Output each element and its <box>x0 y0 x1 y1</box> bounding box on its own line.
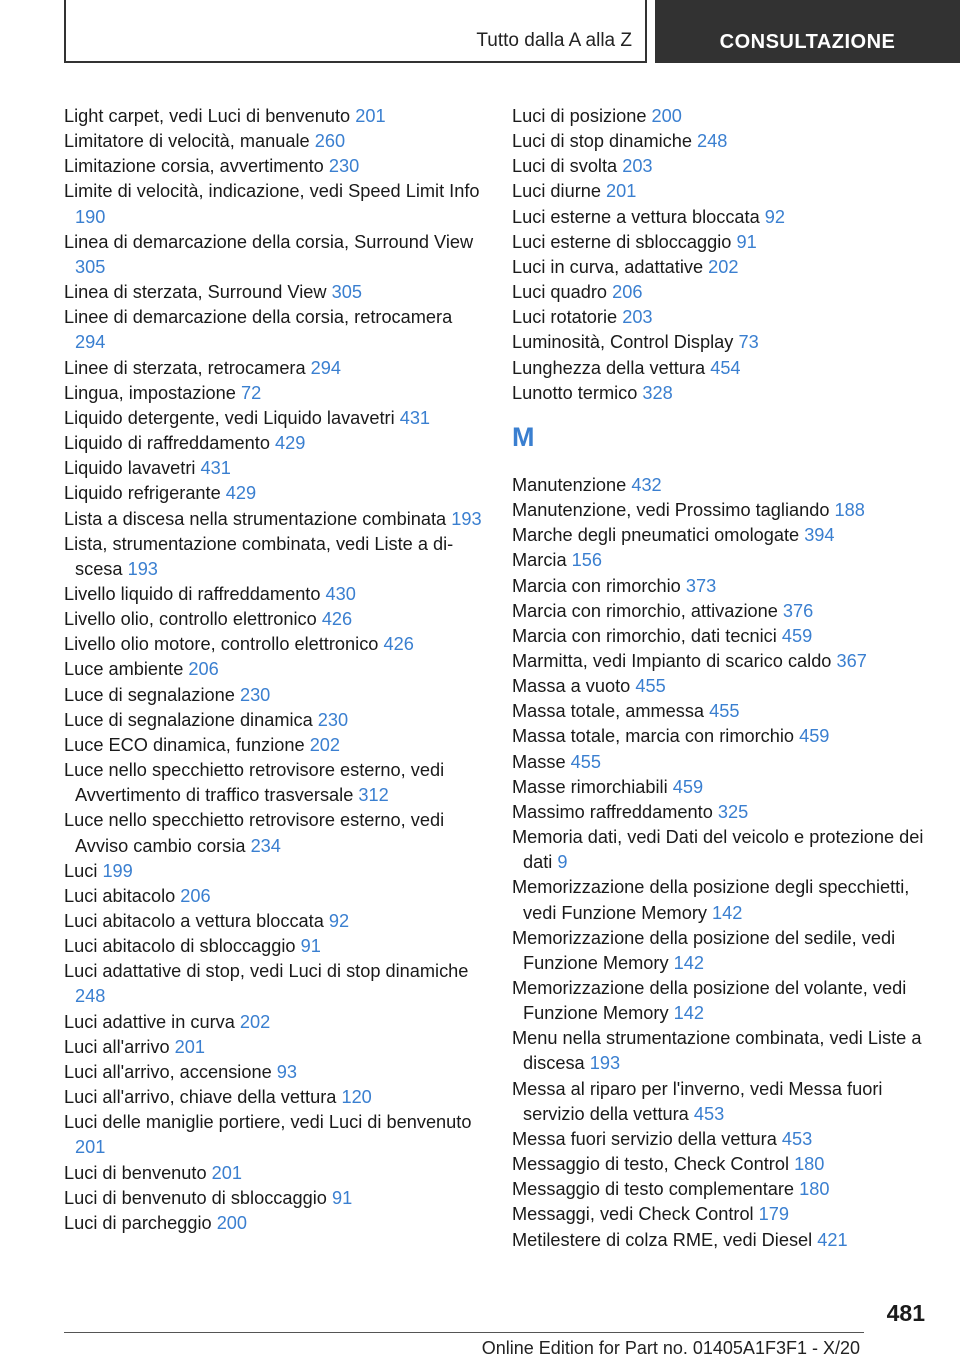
index-entry-text: Luci esterne di sbloccaggio <box>512 231 732 252</box>
index-entry-page-link[interactable]: 294 <box>310 357 342 378</box>
index-entry-text: Linee di demarcazione della corsia, retrocamera <box>64 307 453 328</box>
index-entry-text: Marcia con rimorchio <box>512 575 681 596</box>
index-entry <box>64 657 484 682</box>
index-entry-page-link[interactable]: 120 <box>341 1087 372 1108</box>
index-entry-text: Luci di parcheggio <box>64 1212 212 1233</box>
index-entry-text: Luci delle maniglie portiere, vedi Luci di benvenuto <box>64 1112 472 1133</box>
index-entry-page-link[interactable]: 455 <box>709 701 740 722</box>
page-number: 481 <box>886 1300 925 1326</box>
index-entry-page-link[interactable]: 376 <box>782 600 814 621</box>
index-entry-text: Liquido lavavetri <box>64 458 196 479</box>
index-group-m <box>512 473 932 1253</box>
index-entry-page-link[interactable]: 431 <box>200 458 231 479</box>
index-entry-page-link[interactable]: 459 <box>799 726 830 747</box>
index-entry <box>64 683 484 708</box>
index-entry <box>512 356 932 381</box>
index-entry <box>512 473 932 498</box>
index-entry <box>512 649 932 674</box>
index-entry-text: Massimo raffreddamento <box>512 801 713 822</box>
index-entry <box>64 1060 484 1085</box>
index-entry-page-link[interactable]: 91 <box>736 231 757 252</box>
index-entry-text: Livello olio, controllo elettronico <box>64 609 317 630</box>
index-entry-text: Lista a discesa nella strumentazione combinata <box>64 508 447 529</box>
index-entry-text: Luci di benvenuto di sbloccaggio <box>64 1187 327 1208</box>
index-entry-text: Luci <box>64 860 98 881</box>
index-entry <box>64 1085 484 1110</box>
index-entry <box>64 959 484 1009</box>
index-entry-text: Marcia <box>512 550 567 571</box>
index-entry-text: Limitazione corsia, avvertimento <box>64 156 324 177</box>
index-entry-page-link[interactable]: 179 <box>758 1204 790 1225</box>
index-entry <box>64 859 484 884</box>
index-entry-page-link[interactable]: 248 <box>75 986 106 1007</box>
footer-edition: Online Edition for Part no. 01405A1F3F1 - X/20 <box>481 1338 860 1358</box>
index-entry-page-link[interactable]: 206 <box>180 885 211 906</box>
index-entry <box>64 230 484 280</box>
index-entry-page-link[interactable]: 201 <box>211 1162 243 1183</box>
index-entry-page-link[interactable]: 260 <box>314 131 346 152</box>
index-entry-page-link[interactable]: 202 <box>708 256 739 277</box>
index-entry <box>512 1228 932 1253</box>
index-entry-text: Luci in curva, adattative <box>512 256 704 277</box>
index-entry-page-link[interactable]: 188 <box>834 500 865 521</box>
index-entry <box>64 406 484 431</box>
index-entry-text: Menu nella strumentazione combinata, vedi Liste a discesa <box>512 1028 922 1074</box>
index-entry-text: Luci abitacolo <box>64 885 176 906</box>
index-entry-page-link[interactable]: 328 <box>642 382 673 403</box>
index-entry-text: Luci di stop dinamiche <box>512 131 692 152</box>
index-entry-page-link[interactable]: 426 <box>321 609 353 630</box>
index-entry-text: Luci di benvenuto <box>64 1162 207 1183</box>
index-entry-page-link[interactable]: 426 <box>383 634 414 655</box>
index-entry-text: Luci all'arrivo, chiave della vettura <box>64 1087 337 1108</box>
index-entry <box>512 129 932 154</box>
index-entry <box>64 708 484 733</box>
index-entry-page-link[interactable]: 190 <box>75 206 106 227</box>
index-entry <box>512 1152 932 1177</box>
index-entry <box>512 230 932 255</box>
index-entry-text: Lista, strumentazione combinata, vedi Liste a discesa <box>64 533 454 579</box>
index-entry-text: Memorizzazione della posizione del volante, vedi Funzione Memory <box>512 978 907 1024</box>
index-entry-text: Messaggio di testo complementare <box>512 1179 795 1200</box>
index-entry-page-link[interactable]: 432 <box>631 474 662 495</box>
index-entry-text: Marcia con rimorchio, attivazione <box>512 600 778 621</box>
index-entry-text: Livello olio motore, controllo elettronico <box>64 634 379 655</box>
index-entry-page-link[interactable]: 455 <box>635 676 666 697</box>
index-entry-page-link[interactable]: 305 <box>331 282 362 303</box>
index-entry <box>64 507 484 532</box>
index-entry-text: Lunotto termico <box>512 382 638 403</box>
index-entry-page-link[interactable]: 193 <box>127 558 158 579</box>
index-group-l <box>512 104 932 406</box>
index-entry-text: Luci abitacolo di sbloccaggio <box>64 936 296 957</box>
index-entry-text: Luci adattive in curva <box>64 1011 235 1032</box>
index-entry <box>512 104 932 129</box>
index-entry <box>64 431 484 456</box>
index-entry <box>512 724 932 749</box>
index-entry <box>64 758 484 808</box>
index-entry-text: Liquido di raffreddamento <box>64 433 270 454</box>
index-entry-text: Luci all'arrivo, accensione <box>64 1061 272 1082</box>
index-entry-text: Linea di sterzata, Surround View <box>64 282 327 303</box>
index-entry-page-link[interactable]: 73 <box>738 332 759 353</box>
index-entry-page-link[interactable]: 230 <box>317 709 349 730</box>
index-entry-page-link[interactable]: 421 <box>817 1229 848 1250</box>
index-entry-page-link[interactable]: 142 <box>712 902 743 923</box>
index-entry-text: Linee di sterzata, retrocamera <box>64 357 306 378</box>
header-chapter-tab <box>655 0 960 63</box>
index-entry-text: Luce ambiente <box>64 659 184 680</box>
index-column-right <box>512 104 932 1253</box>
index-entry <box>512 330 932 355</box>
index-entry-page-link[interactable]: 72 <box>240 382 262 403</box>
index-entry-text: Marmitta, vedi Impianto di scarico caldo <box>512 650 832 671</box>
index-entry <box>512 875 932 925</box>
index-entry-page-link[interactable]: 373 <box>685 575 717 596</box>
index-entry-text: Luce nello specchietto retrovisore esterno, vedi Avviso cambio corsia <box>64 810 445 856</box>
index-entry-text: Manutenzione, vedi Prossimo tagliando <box>512 500 830 521</box>
index-entry <box>512 926 932 976</box>
index-entry-page-link[interactable]: 202 <box>309 734 341 755</box>
index-entry-page-link[interactable]: 93 <box>276 1061 297 1082</box>
index-entry-text: Livello liquido di raffreddamento <box>64 583 321 604</box>
index-entry-text: Liquido refrigerante <box>64 483 221 504</box>
index-entry-text: Luce nello specchietto retrovisore esterno, vedi Avvertimento di traffico trasversale <box>64 760 445 806</box>
index-entry <box>64 154 484 179</box>
index-entry-text: Luci quadro <box>512 282 608 303</box>
index-entry <box>512 523 932 548</box>
index-entry-text: Luci di posizione <box>512 106 647 126</box>
index-entry <box>64 808 484 858</box>
index-entry-text: Masse rimorchiabili <box>512 776 668 797</box>
index-entry-page-link[interactable]: 203 <box>622 156 653 177</box>
index-entry-text: Luci rotatorie <box>512 307 618 328</box>
index-entry-page-link[interactable]: 394 <box>804 525 835 546</box>
index-entry <box>64 1211 484 1236</box>
index-entry-page-link[interactable]: 453 <box>693 1103 725 1124</box>
index-entry-text: Luminosità, Control Display <box>512 332 734 353</box>
index-entry-text: Luci di svolta <box>512 156 618 177</box>
index-entry <box>512 255 932 280</box>
index-entry-text: Manutenzione <box>512 474 627 495</box>
index-entry <box>512 674 932 699</box>
index-entry-page-link[interactable]: 305 <box>75 256 106 277</box>
index-entry <box>512 548 932 573</box>
index-entry-text: Light carpet, vedi Luci di benvenuto <box>64 106 351 126</box>
index-entry-text: Lingua, impostazione <box>64 382 236 403</box>
index-entry <box>512 1202 932 1227</box>
index-entry <box>64 481 484 506</box>
index-entry-text: Memoria dati, vedi Dati del veicolo e protezione dei dati <box>512 827 924 873</box>
index-entry-page-link[interactable]: 429 <box>225 483 257 504</box>
index-entry-page-link[interactable]: 203 <box>622 307 653 328</box>
index-entry-page-link[interactable]: 180 <box>799 1179 830 1200</box>
index-entry <box>64 179 484 229</box>
index-entry-page-link[interactable]: 206 <box>612 282 643 303</box>
index-entry-page-link[interactable]: 230 <box>239 684 271 705</box>
index-entry-text: Luce di segnalazione dinamica <box>64 709 313 730</box>
index-entry <box>512 825 932 875</box>
index-entry-text: Luci abitacolo a vettura bloccata <box>64 911 324 931</box>
index-entry-page-link[interactable]: 453 <box>781 1128 813 1149</box>
index-entry-page-link[interactable]: 9 <box>557 852 568 873</box>
index-entry <box>512 1177 932 1202</box>
index-entry-text: Limite di velocità, indicazione, vedi Speed Limit Info <box>64 181 480 202</box>
index-entry-text: Massa a vuoto <box>512 676 631 697</box>
index-entry-page-link[interactable]: 91 <box>300 936 321 957</box>
index-entry-page-link[interactable]: 325 <box>717 801 749 822</box>
index-entry-page-link[interactable]: 201 <box>75 1137 106 1158</box>
index-entry-text: Liquido detergente, vedi Liquido lavavetri <box>64 407 395 428</box>
index-entry-text: Luce ECO dinamica, funzione <box>64 734 305 755</box>
index-entry <box>64 356 484 381</box>
index-entry <box>512 205 932 230</box>
index-entry <box>512 599 932 624</box>
index-entry-text: Messaggio di testo, Check Control <box>512 1154 789 1175</box>
index-entry-text: Messa al riparo per l'inverno, vedi Messa fuori servizio della vettura <box>512 1078 883 1124</box>
index-entry-page-link[interactable]: 199 <box>102 860 133 881</box>
index-entry <box>64 733 484 758</box>
index-entry <box>64 305 484 355</box>
index-entry-page-link[interactable]: 248 <box>697 131 728 152</box>
index-entry <box>512 750 932 775</box>
index-entry-text: Marcia con rimorchio, dati tecnici <box>512 625 777 646</box>
index-entry-page-link[interactable]: 200 <box>651 106 682 126</box>
index-entry <box>512 976 932 1026</box>
index-entry-page-link[interactable]: 92 <box>764 206 785 227</box>
index-entry <box>512 381 932 406</box>
index-entry <box>64 129 484 154</box>
index-entry-page-link[interactable]: 429 <box>275 433 306 454</box>
index-entry-page-link[interactable]: 193 <box>451 508 482 529</box>
index-entry-text: Massa totale, marcia con rimorchio <box>512 726 795 747</box>
index-entry <box>512 154 932 179</box>
index-entry-page-link[interactable]: 201 <box>606 181 637 202</box>
index-entry <box>512 1026 932 1076</box>
index-entry-page-link[interactable]: 454 <box>710 357 741 378</box>
index-entry-text: Metilestere di colza RME, vedi Diesel <box>512 1229 813 1250</box>
index-entry <box>512 775 932 800</box>
index-entry-page-link[interactable]: 431 <box>399 407 431 428</box>
index-entry-page-link[interactable]: 455 <box>570 751 601 772</box>
index-entry <box>64 1035 484 1060</box>
index-entry <box>64 381 484 406</box>
index-entry-page-link[interactable]: 201 <box>174 1036 205 1057</box>
index-entry-text: Linea di demarcazione della corsia, Surround View <box>64 231 474 252</box>
index-entry <box>64 934 484 959</box>
index-entry-page-link[interactable]: 459 <box>781 625 813 646</box>
index-entry <box>64 607 484 632</box>
index-entry-page-link[interactable]: 92 <box>328 911 350 931</box>
index-entry-page-link[interactable]: 230 <box>328 156 360 177</box>
index-entry <box>64 632 484 657</box>
index-entry <box>64 1010 484 1035</box>
index-entry <box>64 582 484 607</box>
index-entry <box>512 574 932 599</box>
index-entry-page-link[interactable]: 234 <box>250 835 281 856</box>
index-entry <box>64 1161 484 1186</box>
index-entry-text: Messa fuori servizio della vettura <box>512 1128 777 1149</box>
index-entry-text: Luci diurne <box>512 181 601 202</box>
index-entry-page-link[interactable]: 200 <box>216 1212 248 1233</box>
index-entry-page-link[interactable]: 142 <box>673 1003 704 1024</box>
index-entry <box>512 800 932 825</box>
index-entry-text: Memorizzazione della posizione del sedile, vedi Funzione Memory <box>512 927 896 973</box>
index-entry <box>512 280 932 305</box>
index-entry-page-link[interactable]: 459 <box>672 776 704 797</box>
index-entry-page-link[interactable]: 142 <box>673 952 704 973</box>
index-entry <box>512 305 932 330</box>
index-entry-text: Limitatore di velocità, manuale <box>64 131 310 152</box>
index-entry-text: Luci esterne a vettura bloccata <box>512 206 760 227</box>
index-entry-text: Luci all'arrivo <box>64 1036 170 1057</box>
index-entry <box>512 699 932 724</box>
index-entry-text: Marche degli pneumatici omologate <box>512 525 800 546</box>
index-entry <box>64 1186 484 1211</box>
index-entry-text: Memorizzazione della posizione degli specchietti, vedi Funzione Memory <box>512 877 910 923</box>
index-entry-text: Masse <box>512 751 566 772</box>
index-entry <box>64 280 484 305</box>
chapter-title: CONSULTAZIONE <box>719 31 896 53</box>
index-entry-page-link[interactable]: 206 <box>188 659 219 680</box>
index-entry <box>64 104 484 129</box>
header-section-title: Tutto dalla A alla Z <box>476 30 632 51</box>
index-entry-text: Messaggi, vedi Check Control <box>512 1204 754 1225</box>
index-entry-text: Luce di segnalazione <box>64 684 235 705</box>
index-entry-page-link[interactable]: 156 <box>571 550 602 571</box>
index-letter-heading: M <box>512 421 535 452</box>
index-entry-text: Luci adattative di stop, vedi Luci di stop dinamiche <box>64 961 469 982</box>
index-entry <box>512 179 932 204</box>
index-column-left <box>64 104 484 1236</box>
index-entry-text: Massa totale, ammessa <box>512 701 705 722</box>
index-entry <box>512 1077 932 1127</box>
index-entry-page-link[interactable]: 91 <box>331 1187 353 1208</box>
index-entry-page-link[interactable]: 430 <box>325 583 356 604</box>
footer-divider <box>64 1332 864 1333</box>
index-entry <box>512 1127 932 1152</box>
index-entry <box>64 909 484 934</box>
index-entry <box>64 456 484 481</box>
index-entry-page-link[interactable]: 193 <box>589 1053 621 1074</box>
index-entry-text: Lunghezza della vettura <box>512 357 706 378</box>
index-entry-page-link[interactable]: 367 <box>836 650 867 671</box>
index-entry <box>512 498 932 523</box>
index-entry-page-link[interactable]: 202 <box>239 1011 271 1032</box>
index-entry <box>64 532 484 582</box>
index-entry <box>64 1110 484 1160</box>
index-entry-page-link[interactable]: 294 <box>75 332 106 353</box>
index-entry <box>64 884 484 909</box>
index-entry-page-link[interactable]: 201 <box>355 106 386 126</box>
index-entry-page-link[interactable]: 312 <box>358 785 389 806</box>
index-entry-page-link[interactable]: 180 <box>794 1154 825 1175</box>
index-entry <box>512 624 932 649</box>
